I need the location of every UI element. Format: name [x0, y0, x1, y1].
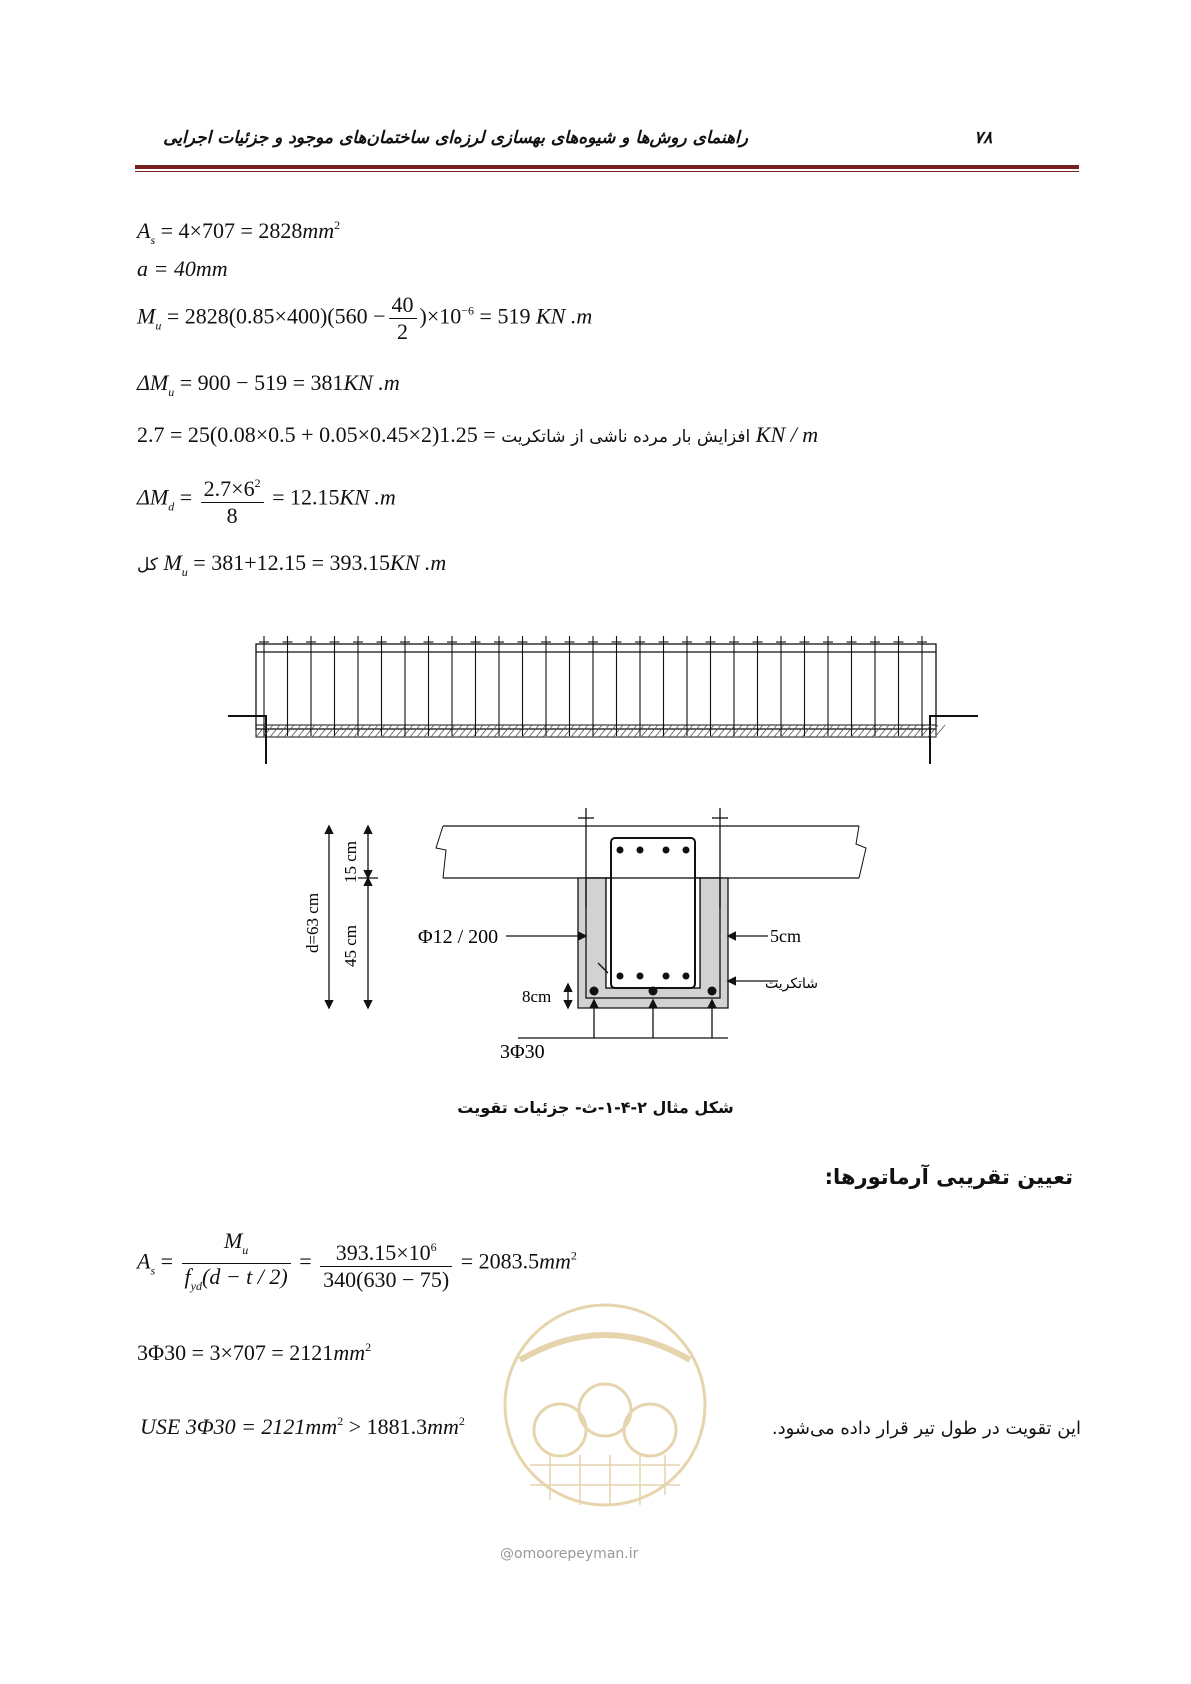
gap-label: 5cm [770, 926, 801, 946]
shotcrete-tag: شاتکریت [765, 976, 818, 992]
cross-section-drawing [303, 808, 848, 1078]
bars-label: 3Φ30 [500, 1041, 545, 1063]
page-number: ۷۸ [974, 128, 993, 148]
eq-bars: $3\Phi 30 = 3\times 707 = 2121mm^2$ [137, 1340, 372, 1365]
figure-caption: شکل مثال ۲-۴-۱-ث- جزئیات تقویت [457, 1098, 734, 1117]
dim-15-label: 15 cm [341, 840, 360, 884]
eq-delta-md: $\Delta M_d$ = $\frac{2.7\times 6^2}{8}$ = 12.15KN .m [137, 470, 396, 529]
eq-mu: $M_u = 2828(0.85\times 400)(560$ − $\frac{40}{2}$ )$\times 10^{-6} = 519$ KN .m [137, 292, 593, 344]
left-support [228, 716, 266, 764]
eq-shotcrete-load: افزایش بار مرده ناشی از شاتکریت = 1.25(2×0.45×0.05 + 0.5×0.08)25 = 2.7 KN / m [137, 422, 819, 447]
header-rule [135, 165, 1079, 169]
eq-as: $A_s = 4\times 707 = 2828mm^2$ [137, 218, 341, 247]
note-text: این تقویت در طول تیر قرار داده می‌شود. [771, 1418, 1081, 1439]
cover-label: 8cm [522, 987, 552, 1006]
eq-delta-mu: $\Delta M_u = 900 - 519 = 381KN$ .m [137, 370, 400, 399]
stirrup-label: Φ12 / 200 [418, 926, 499, 948]
existing-stirrup [611, 838, 695, 988]
eq-use: USE $3\Phi 30 = 2121mm^2 > 1881.3mm^2$ [140, 1414, 465, 1439]
running-title: راهنمای روش‌ها و شیوه‌های بهسازی لرزه‌ای ساختمان‌های موجود و جزئیات اجرایی [163, 128, 748, 148]
dim-45-label: 45 cm [341, 924, 360, 968]
watermark-logo [490, 1290, 720, 1560]
beam-elevation-drawing [228, 632, 978, 782]
dim-d-label: d=63 cm [303, 892, 322, 954]
watermark-url: @omoorepeyman.ir [500, 1546, 639, 1562]
eq-a: a = 40mm [137, 256, 228, 281]
eq-as-required: $A_s$ = $\frac{M_u}{f_{yd}(d - t / 2)}$ = $\frac{393.15\times 10^6}{340(630 - 75)}$ = $2083.5mm^2$ [137, 1228, 577, 1293]
eq-total-mu: کل $M_u = 381+12.15 = 393.15KN$ .m [137, 550, 447, 579]
section-heading: تعیین تقریبی آرماتورها: [824, 1165, 1073, 1189]
header-rule-thin [135, 171, 1079, 172]
right-support [930, 716, 978, 764]
